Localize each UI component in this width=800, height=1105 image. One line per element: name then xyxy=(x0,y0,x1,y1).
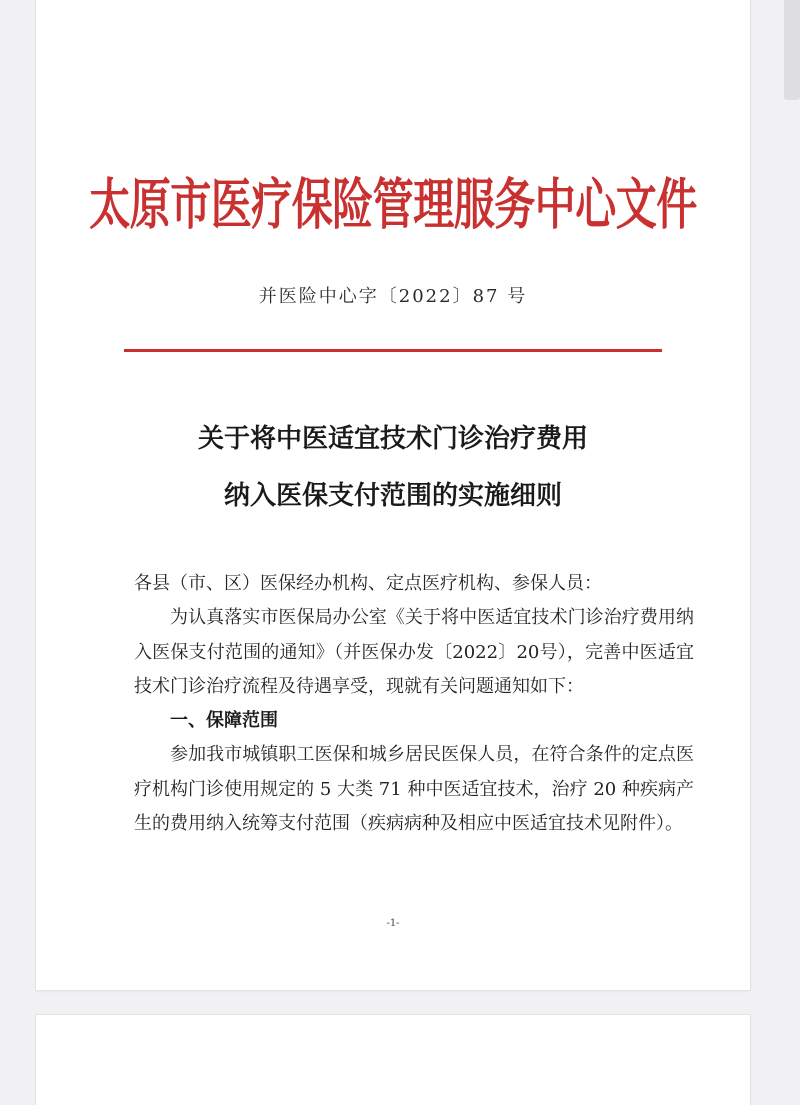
document-page-1 xyxy=(36,0,750,990)
body-paragraph-2: 参加我市城镇职工医保和城乡居民医保人员，在符合条件的定点医疗机构门诊使用规定的 5 大类 71 种中医适宜技术，治疗 20 种疾病产生的费用纳入统筹支付范围（疾病病种及相应中医适宜技术见附件）。 xyxy=(134,744,694,835)
scrollbar-thumb[interactable] xyxy=(784,0,800,100)
body-paragraph-1: 为认真落实市医保局办公室《关于将中医适宜技术门诊治疗费用纳入医保支付范围的通知》（并医保办发〔2022〕20号），完善中医适宜技术门诊治疗流程及待遇享受，现就有关问题通知如下： xyxy=(134,607,694,697)
document-page-2 xyxy=(36,1015,750,1105)
subject-title-line-2: 纳入医保支付范围的实施细则 xyxy=(223,481,562,511)
subject-title-line-1: 关于将中医适宜技术门诊治疗费用 xyxy=(197,424,588,454)
document-body xyxy=(134,567,694,841)
document-header-title: 太原市医疗保险管理服务中心文件 xyxy=(89,172,697,237)
document-number: 并医险中心字〔2022〕87 号 xyxy=(258,286,528,307)
red-divider-line xyxy=(124,349,662,352)
section-heading-1: 一、保障范围 xyxy=(170,710,278,732)
page-number: -1- xyxy=(386,918,400,929)
salutation: 各县（市、区）医保经办机构、定点医疗机构、参保人员： xyxy=(134,573,602,594)
